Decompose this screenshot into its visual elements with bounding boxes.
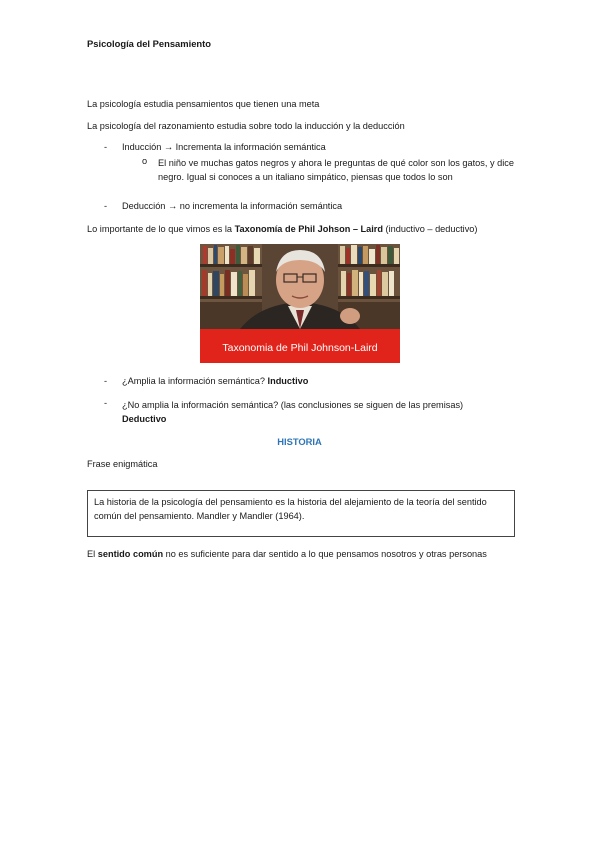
list-item-label <box>122 376 308 386</box>
bold-text-run: Inductivo <box>267 376 309 386</box>
list-item-label: Inducción → Incrementa la información semántica <box>122 142 326 152</box>
bold-text-run: Taxonomía de Phil Johson – Laird <box>234 224 383 234</box>
text-run: (inductivo – deductivo) <box>382 224 478 234</box>
photo-caption: Taxonomia de Phil Johnson-Laird <box>222 342 378 354</box>
johnson-laird-photo <box>200 244 400 363</box>
text-run: Lo importante de lo que vimos es la <box>87 224 235 234</box>
sub-list-text: El niño ve muchas gatos negros y ahora le preguntas de qué color son los gatos, y dice negro. Igual si conoces a un italiano simpático, piensas que todos lo son <box>158 158 514 183</box>
bold-text-run: sentido común <box>97 549 164 559</box>
text-run: El <box>87 549 98 559</box>
bold-text-run: Deductivo <box>122 414 167 425</box>
quote-text: La historia de la psicología del pensamiento es la historia del alejamiento de la teoría del sentido común del pensamiento. Mandler y Mandler (1964). <box>94 497 487 522</box>
paragraph-reasoning: La psicología del razonamiento estudia sobre todo la inducción y la deducción <box>87 121 405 131</box>
list-item-label: Deducción → no incrementa la información semántica <box>122 201 343 211</box>
document-title: Psicología del Pensamiento <box>87 38 211 49</box>
text-run: no es suficiente para dar sentido a lo que pensamos nosotros y otras personas <box>163 549 487 559</box>
list-dash: - <box>104 201 108 211</box>
section-heading: HISTORIA <box>277 436 322 447</box>
paragraph-common-sense <box>87 547 507 562</box>
text-run: ¿No amplia la información semántica? (las conclusiones se siguen de las premisas) <box>122 400 464 410</box>
sub-bullet-marker: o <box>142 156 148 166</box>
photo-illustration <box>200 244 400 363</box>
list-item-label <box>122 398 463 426</box>
paragraph-goal: La psicología estudia pensamientos que tienen una meta <box>87 99 320 109</box>
list-dash: - <box>104 398 108 408</box>
list-dash: - <box>104 376 108 386</box>
paragraph-taxonomy <box>87 224 477 234</box>
paragraph-enigmatic: Frase enigmática <box>87 459 158 469</box>
quote-box <box>87 490 515 537</box>
text-run: ¿Amplia la información semántica? <box>122 376 268 386</box>
list-dash: - <box>104 142 108 152</box>
